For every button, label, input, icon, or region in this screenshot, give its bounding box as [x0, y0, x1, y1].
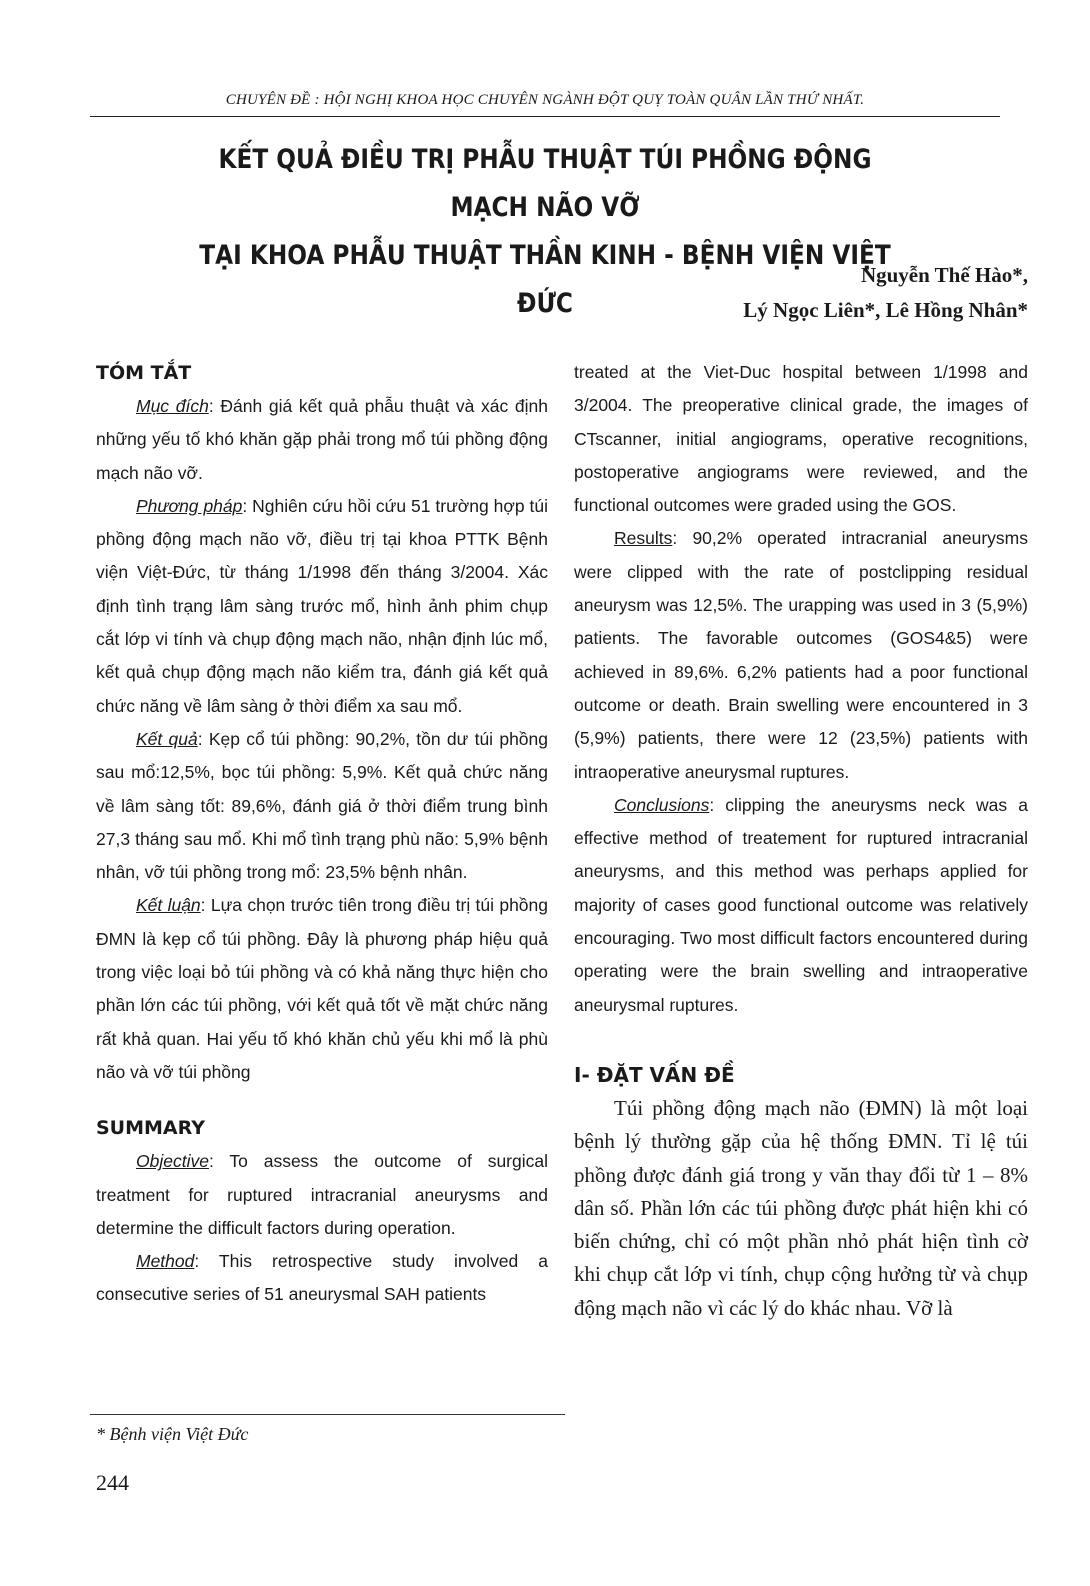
- summary-results-label: Results: [614, 528, 673, 549]
- tom-tat-conclusion-label: Kết luận: [136, 895, 201, 916]
- summary-conclusions: [574, 789, 1028, 1022]
- right-column: [574, 356, 1028, 1325]
- authors-line-2: Lý Ngọc Liên*, Lê Hồng Nhân*: [743, 298, 1028, 322]
- summary-conclusions-text: : clipping the aneurysms neck was a effective method of treatement for ruptured intracranial aneurysms, and this method was perhaps applied for majority of cases good functional outcome was relatively encouraging. Two most difficult factors encountered during operating were the brain swelling and intraoperative aneurysmal ruptures.: [574, 794, 1028, 1015]
- page-number: 244: [96, 1470, 129, 1495]
- tom-tat-results: [96, 723, 548, 889]
- tom-tat-conclusion-text: : Lựa chọn trước tiên trong điều trị túi phồng ĐMN là kẹp cổ túi phồng. Đây là phương pháp hiệu quả trong việc loại bỏ túi phồng và có khả năng thực hiện cho phần lớn các túi phồng, với kết quả tốt về mặt chức năng rất khả quan. Hai yếu tố khó khăn chủ yếu khi mổ là phù não và vỡ túi phồng: [96, 895, 549, 1082]
- title-line-1: KẾT QUẢ ĐIỀU TRỊ PHẪU THUẬT TÚI PHỒNG ĐỘNG MẠCH NÃO VỠ: [218, 144, 872, 223]
- summary-method-text: : This retrospective study involved a consecutive series of 51 aneurysmal SAH patients: [96, 1251, 548, 1305]
- summary-objective-text: : To assess the outcome of surgical treatment for ruptured intracranial aneurysms and determine the difficult factors during operation.: [96, 1151, 548, 1238]
- authors: [743, 258, 1028, 328]
- tom-tat-conclusion: [96, 889, 548, 1089]
- summary-method-label: Method: [136, 1251, 195, 1272]
- tom-tat-objective: [96, 390, 548, 490]
- footnote-rule: [90, 1414, 565, 1415]
- tom-tat-heading: TÓM TẮT: [96, 362, 192, 384]
- summary-results-text: : 90,2% operated intracranial aneurysms were clipped with the rate of postclipping residual aneurysm was 12,5%. The urapping was used in 3 (5,9%) patients. The favorable outcomes (GOS4&5) were achieved in 89,6%. 6,2% patients had a poor functional outcome or death. Brain swelling were encountered in 3 (5,9%) patients, there were 12 (23,5%) patients with intraoperative aneurysmal ruptures.: [574, 528, 1028, 782]
- tom-tat-results-text: : Kẹp cổ túi phồng: 90,2%, tồn dư túi phồng sau mổ:12,5%, bọc túi phồng: 5,9%. Kết quả chức năng về lâm sàng tốt: 89,6%, đánh giá ở thời điểm trung bình 27,3 tháng sau mổ. Khi mổ tình trạng phù não: 5,9% bệnh nhân, vỡ túi phồng trong mổ: 23,5% bệnh nhân.: [96, 728, 549, 883]
- tom-tat-method: [96, 490, 548, 723]
- summary-results: [574, 522, 1028, 788]
- tom-tat-objective-label: Mục đích: [136, 396, 209, 416]
- summary-conclusions-label: Conclusions: [614, 794, 710, 815]
- tom-tat-objective-text: : Đánh giá kết quả phẫu thuật và xác định những yếu tố khó khăn gặp phải trong mổ túi phồng động mạch não vỡ.: [96, 396, 549, 483]
- footnote: * Bệnh viện Việt Đức: [96, 1424, 249, 1444]
- intro-paragraph: Túi phồng động mạch não (ĐMN) là một loại bệnh lý thường gặp của hệ thống ĐMN. Tỉ lệ túi phồng được đánh giá trong y văn thay đổi từ 1 – 8% dân số. Phần lớn các túi phồng được phát hiện khi có biến chứng, chỉ có một phần nhỏ phát hiện tình cờ khi chụp cắt lớp vi tính, chụp cộng hưởng từ và chụp động mạch não vì các lý do khác nhau. Vỡ là: [574, 1095, 1028, 1320]
- running-header: CHUYÊN ĐỀ : HỘI NGHỊ KHOA HỌC CHUYÊN NGÀNH ĐỘT QUỴ TOÀN QUÂN LẦN THỨ NHẤT.: [225, 92, 865, 108]
- summary-method-continued: treated at the Viet-Duc hospital between 1/1998 and 3/2004. The preoperative clinical grade, the images of CTscanner, initial angiograms, operative recognitions, postoperative angiograms were reviewed, and the functional outcomes were graded using the GOS.: [574, 362, 1028, 516]
- summary-objective: [96, 1145, 548, 1245]
- tom-tat-method-label: Phương pháp: [136, 495, 243, 516]
- intro-heading: I- ĐẶT VẤN ĐỀ: [574, 1062, 735, 1087]
- tom-tat-results-label: Kết quả: [136, 728, 198, 749]
- title-line-2: TẠI KHOA PHẪU THUẬT THẦN KINH - BỆNH VIỆN VIỆT ĐỨC: [199, 240, 891, 319]
- summary-objective-label: Objective: [136, 1151, 209, 1172]
- left-column: [96, 356, 548, 1312]
- authors-line-1: Nguyễn Thế Hào*,: [860, 263, 1028, 287]
- summary-method: [96, 1245, 548, 1312]
- tom-tat-method-text: : Nghiên cứu hồi cứu 51 trường hợp túi phồng động mạch não vỡ, điều trị tại khoa PTTK Bệnh viện Việt-Đức, từ tháng 1/1998 đến tháng 3/2004. Xác định tình trạng lâm sàng trước mổ, hình ảnh phim chụp cắt lớp vi tính và chụp động mạch não, nhận định lúc mổ, kết quả chụp động mạch não kiểm tra, đánh giá kết quả chức năng về lâm sàng ở thời điểm xa sau mổ.: [96, 495, 548, 716]
- summary-heading: SUMMARY: [96, 1117, 205, 1140]
- header-rule: [90, 116, 1000, 117]
